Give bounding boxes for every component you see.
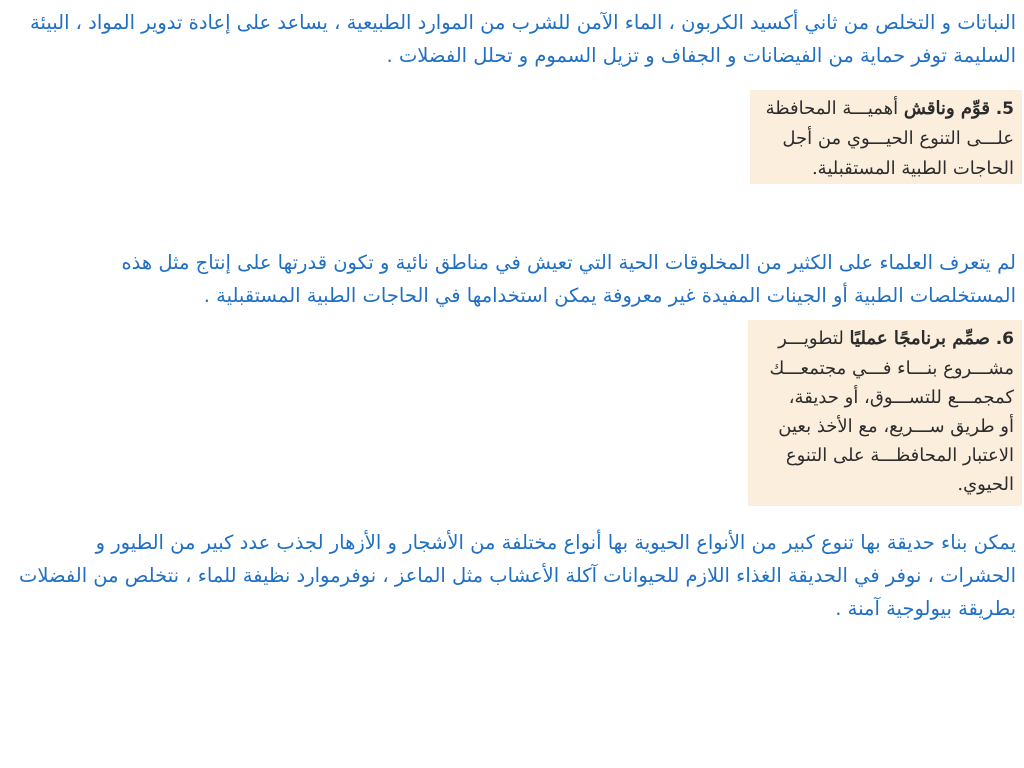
question-6-line-1 xyxy=(758,324,1014,354)
question-5-line-2: علـــى التنوع الحيـــوي من أجل xyxy=(782,128,1014,149)
question-5-verb: قوِّم وناقش xyxy=(903,98,990,119)
question-6-line-4: أو طريق ســـريع، مع الأخذ بعين xyxy=(778,416,1014,437)
question-5-number: 5. xyxy=(995,99,1014,119)
question-6-number: 6. xyxy=(995,329,1014,349)
question-6-line-6: الحيوي. xyxy=(957,474,1014,495)
question-6-verb: صمِّم برنامجًا عمليًا xyxy=(849,328,990,349)
question-5-box xyxy=(750,90,1022,184)
answer-text-biodiversity-benefits: النباتات و التخلص من ثاني أكسيد الكربون ، الماء الآمن للشرب من الموارد الطبيعية ، يساعد على إعادة تدوير المواد ، البيئة السليمة توفر حماية من الفيضانات و الجفاف و تزيل السموم و تحلل الفضلات . xyxy=(30,11,1016,67)
question-5-line-1 xyxy=(760,94,1014,124)
question-6-line-2: مشـــروع بنـــاء فـــي مجتمعـــك xyxy=(769,358,1014,379)
answer-text-medical-needs: لم يتعرف العلماء على الكثير من المخلوقات الحية التي تعيش في مناطق نائية و تكون قدرتها على إنتاج مثل هذه المستخلصات الطبية أو الجينات المفيدة غير معروفة يمكن استخدامها في الحاجات الطبية المستقبلية . xyxy=(121,251,1016,307)
question-6-line-1-rest: لتطويـــر xyxy=(778,328,844,349)
question-5-line-1-rest: أهميـــة المحافظة xyxy=(765,98,899,119)
question-5-line-3: الحاجات الطبية المستقبلية. xyxy=(811,158,1014,179)
question-6-box xyxy=(748,320,1022,506)
question-6-line-5: الاعتبار المحافظـــة على التنوع xyxy=(785,445,1014,466)
question-6-line-3: كمجمـــع للتســـوق، أو حديقة، xyxy=(788,387,1014,408)
answer-text-garden-project: يمكن بناء حديقة بها تنوع كبير من الأنواع الحيوية بها أنواع مختلفة من الأشجار و الأزهار لجذب عدد كبير من الطيور و الحشرات ، نوفر في الحديقة الغذاء اللازم للحيوانات آكلة الأعشاب مثل الماعز ، نوفرموارد نظيفة للماء ، نتخلص من الفضلات بطريقة بيولوجية آمنة . xyxy=(18,531,1016,620)
